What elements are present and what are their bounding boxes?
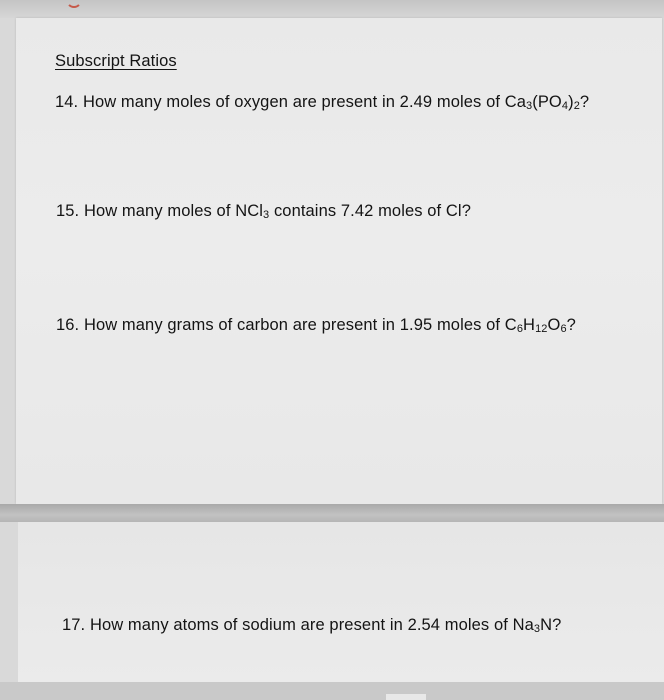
question-text-continued: contains 7.42 moles of Cl? (273, 202, 471, 220)
red-pen-mark (66, 0, 82, 8)
question-16 (56, 316, 576, 335)
question-number: 14. (55, 93, 79, 111)
question-number: 16. (56, 316, 80, 334)
question-14 (55, 93, 589, 112)
top-page-edge (0, 0, 664, 18)
question-number: 15. (56, 202, 80, 220)
question-text: How many moles of oxygen are present in 2.49 moles of (82, 93, 501, 111)
chemical-formula: $Na_3N$? (512, 616, 562, 635)
chemical-formula: $Ca_3(PO_4)_2$? (504, 93, 590, 112)
worksheet-page (16, 18, 662, 504)
paper-tab (386, 694, 426, 700)
section-heading: Subscript Ratios (55, 52, 177, 70)
bottom-page-edge (0, 682, 664, 700)
question-number: 17. (62, 616, 86, 634)
chemical-formula: NCl$_3$ (235, 202, 270, 221)
question-17 (62, 616, 561, 635)
chemical-formula: $C_6H_{12}O_6$? (504, 316, 576, 335)
question-15 (56, 202, 471, 221)
page-fold-shadow (0, 504, 664, 522)
question-text: How many grams of carbon are present in 1.95 moles of (83, 316, 501, 334)
question-text: How many moles of (83, 202, 231, 220)
question-text: How many atoms of sodium are present in 2.54 moles of (89, 616, 508, 634)
worksheet-page-lower (18, 522, 664, 682)
